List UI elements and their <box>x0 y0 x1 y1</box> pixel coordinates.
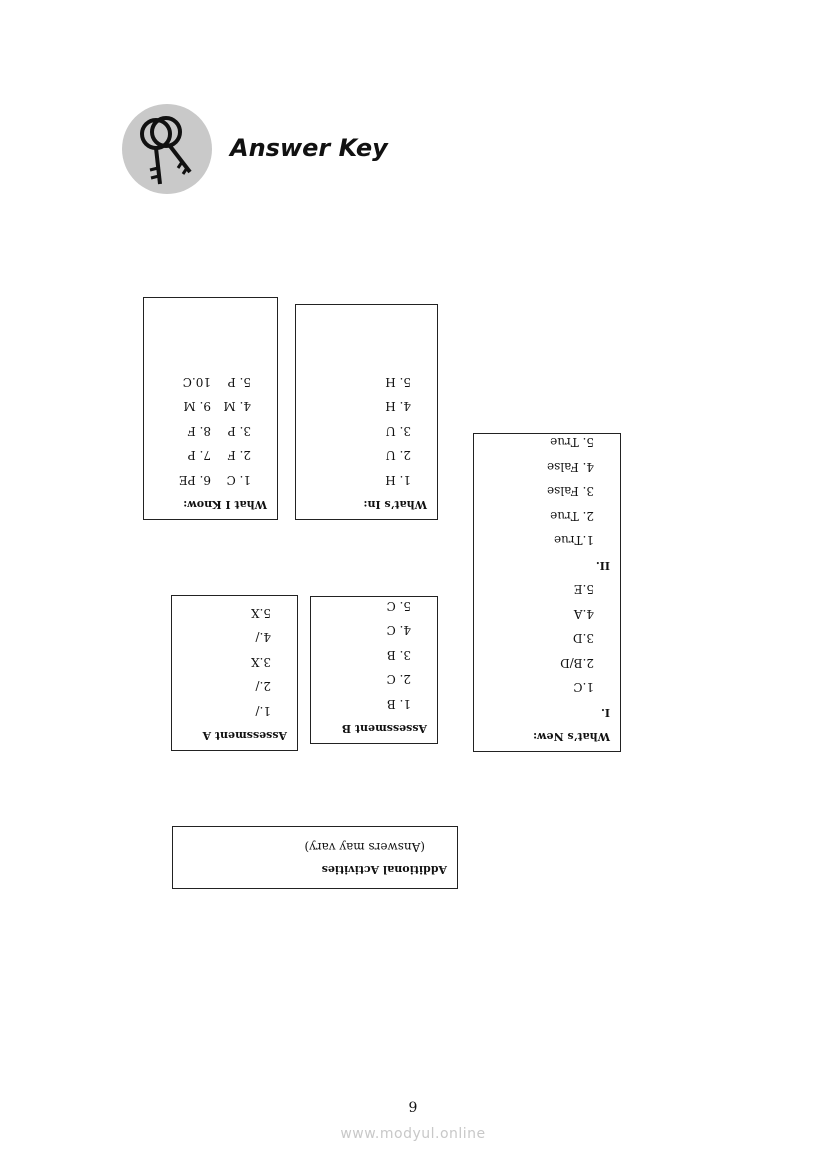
list-item: 3.D <box>572 631 594 646</box>
list-item: 2. U <box>385 448 411 463</box>
assessment-b-heading: Assessment B <box>341 722 427 735</box>
what-i-know-box <box>143 297 278 520</box>
page-number: 9 <box>408 1100 418 1116</box>
list-item: 1.C <box>573 680 594 695</box>
assessment-b-box <box>310 596 438 744</box>
list-item: 4./ <box>255 630 271 645</box>
assessment-a-content <box>172 596 297 750</box>
watermark: www.modyul.online <box>340 1126 486 1142</box>
what-i-know-content <box>144 298 277 519</box>
list-item: 5. True <box>550 435 594 450</box>
additional-activities-heading: Additional Activities <box>321 863 447 876</box>
part-1-label: I. <box>601 706 610 719</box>
list-item: 1. C 6. PE <box>178 473 251 487</box>
part-2-label: II. <box>595 559 610 572</box>
whats-in-heading: What’s In: <box>363 498 427 511</box>
list-item: 4.A <box>573 607 594 621</box>
list-item: 3. B <box>386 648 411 662</box>
list-item: 2. F 7. P <box>187 448 251 463</box>
answer-key-logo <box>122 104 212 194</box>
list-item: 2. True <box>550 509 594 523</box>
whats-new-box <box>473 433 621 752</box>
list-item: 5. C <box>386 599 411 613</box>
what-i-know-heading: What I Know: <box>183 498 267 511</box>
additional-activities-box <box>172 826 458 889</box>
list-item: 2. C <box>386 672 411 687</box>
assessment-a-box <box>171 595 298 751</box>
assessment-a-heading: Assessment A <box>202 729 287 742</box>
list-item: 1./ <box>255 704 271 718</box>
list-item: 5. P 10.C <box>182 375 251 389</box>
keys-icon <box>122 104 212 194</box>
additional-activities-content <box>173 827 457 888</box>
whats-new-content <box>474 434 620 751</box>
list-item: 2./ <box>255 679 271 694</box>
list-item: 4. False <box>546 460 594 474</box>
assessment-b-content <box>311 597 437 743</box>
list-item: 4. H <box>385 399 411 414</box>
list-item: 3. P 8. F <box>187 424 251 438</box>
list-item: 4. M 9. M <box>183 399 251 414</box>
whats-in-box <box>295 304 438 520</box>
list-item: 1.True <box>553 533 594 548</box>
additional-activities-note: (Answers may vary) <box>304 840 425 854</box>
whats-in-content <box>296 305 437 519</box>
list-item: 4. C <box>386 623 411 638</box>
list-item: 1. B <box>386 697 411 711</box>
page-title: Answer Key <box>230 134 388 162</box>
list-item: 3.X <box>251 655 271 669</box>
whats-new-heading: What’s New: <box>533 730 610 743</box>
list-item: 3. U <box>385 424 411 438</box>
list-item: 5. H <box>385 375 411 389</box>
list-item: 5.E <box>573 582 594 597</box>
list-item: 1. H <box>385 473 411 487</box>
list-item: 5.X <box>251 606 271 620</box>
list-item: 2.B/D <box>560 656 594 670</box>
list-item: 3. False <box>546 484 594 499</box>
